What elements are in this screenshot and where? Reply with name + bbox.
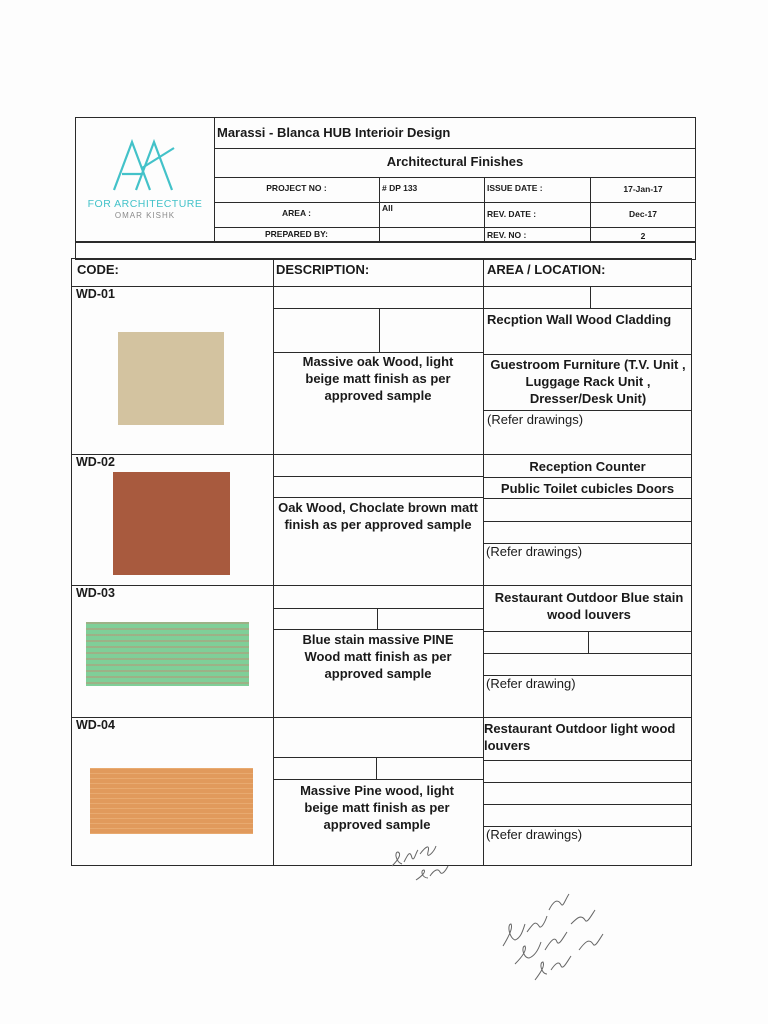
location-item: Public Toilet cubicles Doors: [500, 481, 675, 496]
finish-description: Massive Pine wood, light beige matt finish as per approved sample: [300, 783, 454, 832]
finish-description: Oak Wood, Choclate brown matt finish as per approved sample: [278, 500, 478, 532]
handwritten-note-icon: [495, 880, 625, 990]
refer-drawings-note: (Refer drawings): [486, 827, 583, 842]
column-header-code: CODE:: [77, 262, 119, 277]
location-item: Guestroom Furniture (T.V. Unit , Luggage Rack Unit , Dresser/Desk Unit): [490, 357, 686, 406]
finish-description: Massive oak Wood, light beige matt finish as per approved sample: [302, 354, 454, 403]
rev-date-value: Dec-17: [629, 209, 657, 219]
location-item: Reception Counter: [529, 459, 646, 474]
logo-line-1: FOR ARCHITECTURE: [87, 198, 203, 210]
column-header-description: DESCRIPTION:: [276, 262, 370, 277]
area-value: All: [382, 203, 393, 213]
rev-no-label: REV. NO :: [487, 230, 527, 240]
refer-drawings-note: (Refer drawings): [487, 412, 584, 427]
wood-sample-swatch: [86, 622, 249, 686]
logo-mark-icon: [78, 128, 212, 198]
section-title: Architectural Finishes: [386, 154, 524, 169]
project-no-label: PROJECT NO :: [266, 183, 327, 193]
prepared-by-label: PREPARED BY:: [265, 229, 328, 239]
finish-description: Blue stain massive PINE Wood matt finish as per approved sample: [302, 632, 454, 681]
area-label: AREA :: [282, 208, 311, 218]
project-no-value: # DP 133: [382, 183, 418, 193]
project-title: Marassi - Blanca HUB Interioir Design: [217, 125, 451, 140]
finish-code: WD-03: [76, 586, 115, 600]
location-item: Restaurant Outdoor light wood louvers: [484, 721, 676, 753]
refer-drawings-note: (Refer drawing): [486, 676, 576, 691]
wood-sample-swatch: [113, 472, 230, 575]
rev-no-value: 2: [640, 231, 646, 241]
company-logo: [78, 128, 212, 228]
handwritten-note-icon: [388, 832, 468, 892]
location-item: Restaurant Outdoor Blue stain wood louvers: [494, 590, 684, 622]
wood-sample-swatch: [118, 332, 224, 425]
refer-drawings-note: (Refer drawings): [486, 544, 583, 559]
column-header-area: AREA / LOCATION:: [487, 262, 606, 277]
wood-sample-swatch: [90, 768, 253, 834]
issue-date-value: 17-Jan-17: [623, 184, 663, 194]
logo-line-2: OMAR KISHK: [114, 211, 176, 220]
finish-code: WD-02: [76, 455, 115, 469]
rev-date-label: REV. DATE :: [487, 209, 537, 219]
location-item: Recption Wall Wood Cladding: [487, 312, 672, 327]
finish-code: WD-04: [76, 718, 115, 732]
issue-date-label: ISSUE DATE :: [487, 183, 543, 193]
finish-code: WD-01: [76, 287, 115, 301]
